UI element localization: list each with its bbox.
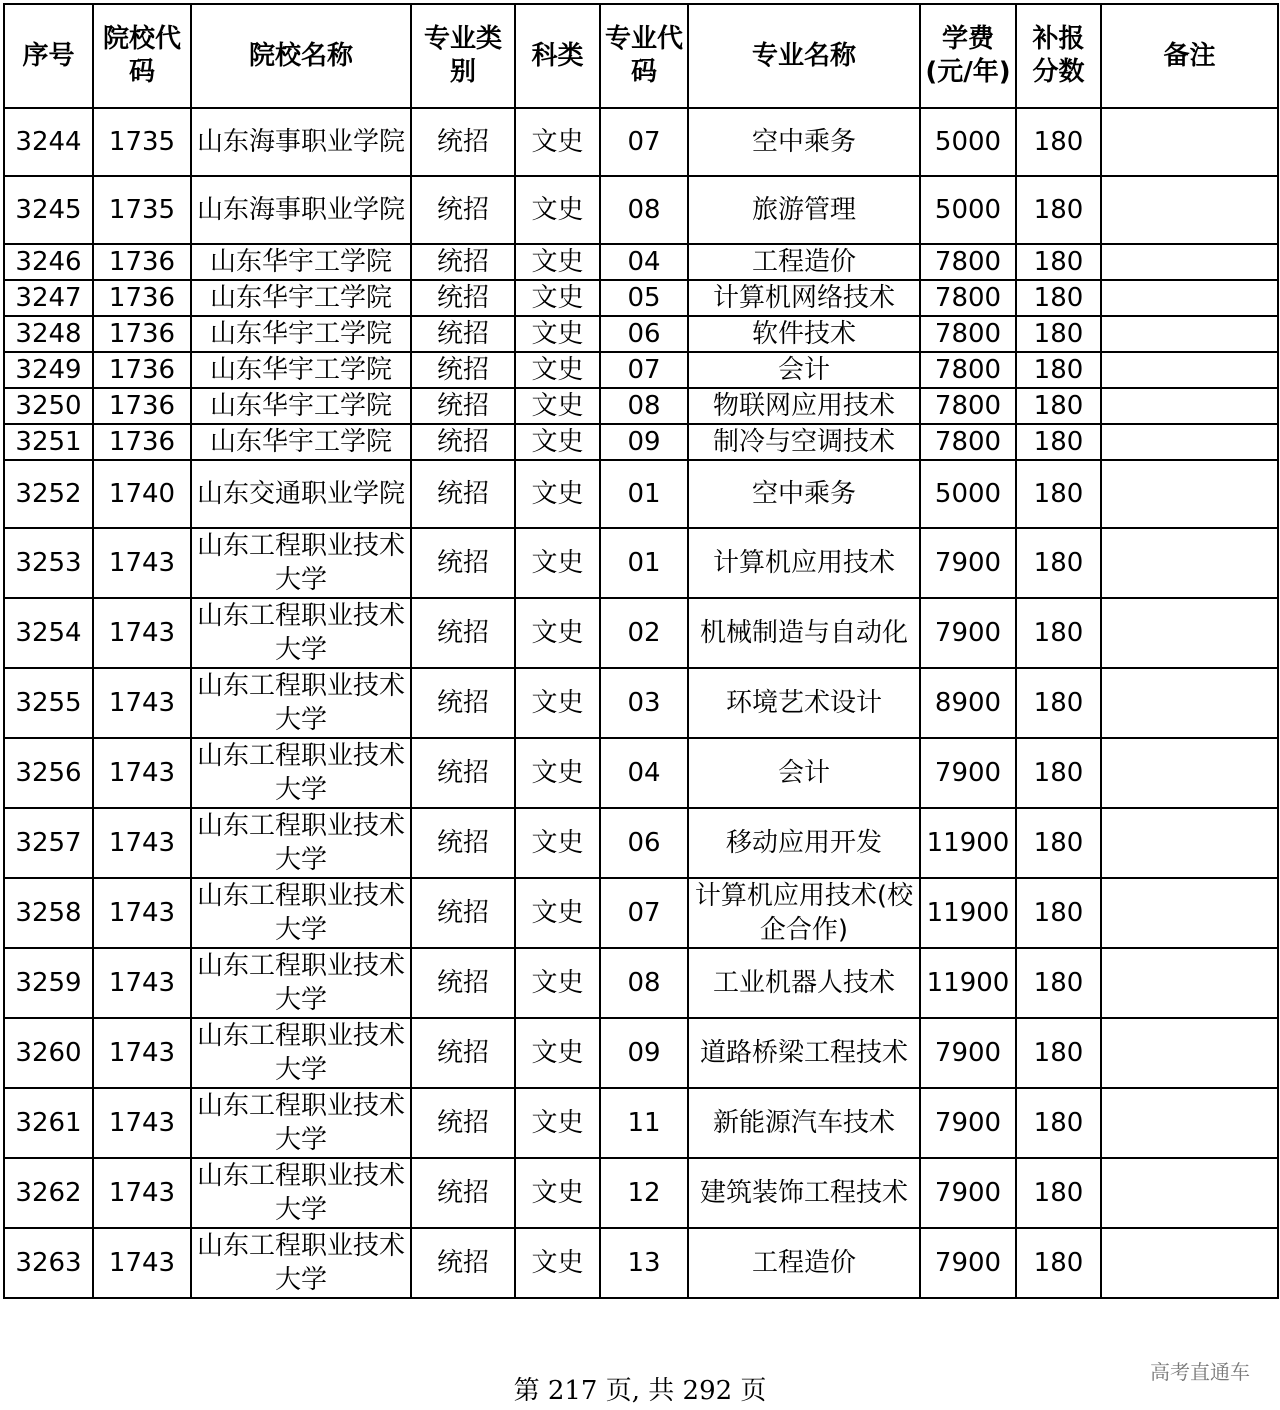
table-cell: 7800 — [920, 388, 1016, 424]
table-cell: 1736 — [93, 244, 191, 280]
table-cell: 1743 — [93, 528, 191, 598]
table-cell: 11 — [600, 1088, 688, 1158]
table-cell: 统招 — [411, 460, 515, 528]
table-cell: 180 — [1016, 176, 1101, 244]
table-cell: 180 — [1016, 738, 1101, 808]
header-cell: 院校名称 — [191, 4, 411, 108]
table-cell: 11900 — [920, 878, 1016, 948]
table-cell: 08 — [600, 176, 688, 244]
table-row — [4, 1158, 1278, 1228]
table-cell: 统招 — [411, 668, 515, 738]
table-cell: 文史 — [515, 528, 600, 598]
table-cell — [1101, 1228, 1278, 1298]
table-cell: 02 — [600, 598, 688, 668]
table-cell: 山东工程职业技术大学 — [191, 738, 411, 808]
table-cell: 3247 — [4, 280, 93, 316]
table-cell: 文史 — [515, 424, 600, 460]
table-cell: 7900 — [920, 1088, 1016, 1158]
table-cell — [1101, 388, 1278, 424]
table-cell: 3252 — [4, 460, 93, 528]
table-cell: 7800 — [920, 316, 1016, 352]
table-cell: 软件技术 — [688, 316, 920, 352]
table-cell: 空中乘务 — [688, 108, 920, 176]
table-cell: 180 — [1016, 352, 1101, 388]
table-cell: 7900 — [920, 1018, 1016, 1088]
table-cell: 180 — [1016, 1158, 1101, 1228]
header-cell: 补报分数 — [1016, 4, 1101, 108]
table-cell: 统招 — [411, 280, 515, 316]
table-cell: 3263 — [4, 1228, 93, 1298]
table-cell: 7900 — [920, 1158, 1016, 1228]
table-cell: 7800 — [920, 280, 1016, 316]
table-cell: 01 — [600, 528, 688, 598]
table-cell: 文史 — [515, 352, 600, 388]
table-cell: 山东工程职业技术大学 — [191, 1088, 411, 1158]
table-cell: 文史 — [515, 948, 600, 1018]
table-row — [4, 460, 1278, 528]
table-cell: 180 — [1016, 598, 1101, 668]
table-cell: 180 — [1016, 280, 1101, 316]
table-cell: 3246 — [4, 244, 93, 280]
table-cell: 道路桥梁工程技术 — [688, 1018, 920, 1088]
table-row — [4, 1228, 1278, 1298]
table-row — [4, 352, 1278, 388]
table-cell: 3259 — [4, 948, 93, 1018]
table-cell: 制冷与空调技术 — [688, 424, 920, 460]
table-cell: 山东华宇工学院 — [191, 244, 411, 280]
table-cell: 新能源汽车技术 — [688, 1088, 920, 1158]
table-cell: 计算机应用技术 — [688, 528, 920, 598]
table-cell: 统招 — [411, 316, 515, 352]
table-cell: 1735 — [93, 108, 191, 176]
table-cell — [1101, 1018, 1278, 1088]
table-cell: 移动应用开发 — [688, 808, 920, 878]
table-cell: 01 — [600, 460, 688, 528]
table-cell: 180 — [1016, 460, 1101, 528]
table-cell: 文史 — [515, 244, 600, 280]
table-cell: 3256 — [4, 738, 93, 808]
table-cell: 3248 — [4, 316, 93, 352]
table-row — [4, 1018, 1278, 1088]
table-cell: 1735 — [93, 176, 191, 244]
table-row — [4, 808, 1278, 878]
table-cell: 统招 — [411, 388, 515, 424]
header-row — [4, 4, 1278, 108]
table-cell: 7900 — [920, 598, 1016, 668]
table-row — [4, 280, 1278, 316]
table-cell — [1101, 280, 1278, 316]
table-cell: 统招 — [411, 352, 515, 388]
table-cell: 04 — [600, 244, 688, 280]
table-cell: 04 — [600, 738, 688, 808]
table-row — [4, 424, 1278, 460]
table-cell — [1101, 808, 1278, 878]
table-row — [4, 948, 1278, 1018]
table-cell: 文史 — [515, 460, 600, 528]
table-cell: 3249 — [4, 352, 93, 388]
table-cell: 7900 — [920, 738, 1016, 808]
table-cell: 环境艺术设计 — [688, 668, 920, 738]
table-cell: 山东工程职业技术大学 — [191, 948, 411, 1018]
table-cell: 山东华宇工学院 — [191, 316, 411, 352]
table-cell: 180 — [1016, 948, 1101, 1018]
table-cell: 文史 — [515, 108, 600, 176]
table-cell: 文史 — [515, 280, 600, 316]
table-cell: 7900 — [920, 528, 1016, 598]
table-cell — [1101, 316, 1278, 352]
table-cell: 计算机应用技术(校企合作) — [688, 878, 920, 948]
table-cell: 08 — [600, 388, 688, 424]
table-cell: 05 — [600, 280, 688, 316]
table-row — [4, 388, 1278, 424]
table-cell: 统招 — [411, 424, 515, 460]
table-cell: 山东工程职业技术大学 — [191, 668, 411, 738]
table-cell: 统招 — [411, 1158, 515, 1228]
table-cell: 统招 — [411, 1228, 515, 1298]
table-cell: 3244 — [4, 108, 93, 176]
table-cell: 统招 — [411, 176, 515, 244]
page-footer: 第 217 页, 共 292 页 — [513, 1376, 767, 1406]
table-cell — [1101, 1088, 1278, 1158]
table-cell: 7800 — [920, 352, 1016, 388]
table-cell: 山东海事职业学院 — [191, 176, 411, 244]
table-cell: 会计 — [688, 738, 920, 808]
table-cell: 工程造价 — [688, 1228, 920, 1298]
table-cell: 13 — [600, 1228, 688, 1298]
table-cell: 5000 — [920, 176, 1016, 244]
table-cell: 1743 — [93, 808, 191, 878]
table-cell: 5000 — [920, 460, 1016, 528]
table-cell: 5000 — [920, 108, 1016, 176]
table-cell: 文史 — [515, 808, 600, 878]
table-cell — [1101, 948, 1278, 1018]
table-cell: 180 — [1016, 668, 1101, 738]
table-cell: 7800 — [920, 424, 1016, 460]
table-cell: 工程造价 — [688, 244, 920, 280]
header-cell: 专业类别 — [411, 4, 515, 108]
table-cell — [1101, 424, 1278, 460]
table-cell — [1101, 244, 1278, 280]
table-cell: 统招 — [411, 244, 515, 280]
table-cell: 180 — [1016, 108, 1101, 176]
table-cell: 1736 — [93, 424, 191, 460]
table-cell: 09 — [600, 1018, 688, 1088]
table-cell: 3261 — [4, 1088, 93, 1158]
table-body — [4, 108, 1278, 1298]
table-cell — [1101, 352, 1278, 388]
table-cell: 180 — [1016, 808, 1101, 878]
table-cell: 统招 — [411, 598, 515, 668]
table-cell: 机械制造与自动化 — [688, 598, 920, 668]
table-cell: 1743 — [93, 1088, 191, 1158]
table-cell — [1101, 176, 1278, 244]
table-cell: 文史 — [515, 316, 600, 352]
table-cell: 文史 — [515, 598, 600, 668]
table-cell: 文史 — [515, 388, 600, 424]
table-cell: 1743 — [93, 948, 191, 1018]
table-cell: 山东工程职业技术大学 — [191, 598, 411, 668]
table-cell: 统招 — [411, 528, 515, 598]
table-cell: 180 — [1016, 316, 1101, 352]
table-cell: 3257 — [4, 808, 93, 878]
table-cell: 11900 — [920, 948, 1016, 1018]
table-cell: 1736 — [93, 316, 191, 352]
table-cell: 1743 — [93, 878, 191, 948]
table-cell: 山东工程职业技术大学 — [191, 1158, 411, 1228]
table-cell: 统招 — [411, 1088, 515, 1158]
header-cell: 院校代码 — [93, 4, 191, 108]
table-cell: 旅游管理 — [688, 176, 920, 244]
table-cell: 统招 — [411, 108, 515, 176]
table-cell — [1101, 460, 1278, 528]
table-cell: 180 — [1016, 878, 1101, 948]
table-cell: 1743 — [93, 738, 191, 808]
table-cell: 8900 — [920, 668, 1016, 738]
table-cell: 3258 — [4, 878, 93, 948]
table-cell: 180 — [1016, 528, 1101, 598]
admissions-table — [3, 3, 1279, 1299]
table-cell: 3255 — [4, 668, 93, 738]
table-cell: 180 — [1016, 244, 1101, 280]
watermark: 高考直通车 — [1150, 1360, 1250, 1384]
table-cell: 山东交通职业学院 — [191, 460, 411, 528]
table-cell: 7900 — [920, 1228, 1016, 1298]
table-cell: 文史 — [515, 1088, 600, 1158]
table-cell: 3260 — [4, 1018, 93, 1088]
table-cell: 1743 — [93, 1158, 191, 1228]
table-cell: 统招 — [411, 738, 515, 808]
table-cell: 建筑装饰工程技术 — [688, 1158, 920, 1228]
table-cell: 文史 — [515, 1158, 600, 1228]
table-cell: 1736 — [93, 352, 191, 388]
table-cell: 1743 — [93, 1018, 191, 1088]
table-cell: 3253 — [4, 528, 93, 598]
table-cell: 180 — [1016, 1228, 1101, 1298]
table-cell — [1101, 1158, 1278, 1228]
table-cell: 07 — [600, 108, 688, 176]
table-cell: 山东工程职业技术大学 — [191, 1228, 411, 1298]
table-cell: 09 — [600, 424, 688, 460]
table-cell: 统招 — [411, 878, 515, 948]
table-row — [4, 108, 1278, 176]
table-cell: 3250 — [4, 388, 93, 424]
table-cell: 山东海事职业学院 — [191, 108, 411, 176]
table-cell: 文史 — [515, 878, 600, 948]
table-cell: 山东华宇工学院 — [191, 352, 411, 388]
header-cell: 备注 — [1101, 4, 1278, 108]
table-cell — [1101, 108, 1278, 176]
table-cell: 180 — [1016, 1088, 1101, 1158]
table-cell: 山东工程职业技术大学 — [191, 878, 411, 948]
table-cell: 文史 — [515, 1018, 600, 1088]
table-cell — [1101, 738, 1278, 808]
table-cell: 山东工程职业技术大学 — [191, 528, 411, 598]
table-cell: 1743 — [93, 668, 191, 738]
header-cell: 科类 — [515, 4, 600, 108]
table-cell: 3262 — [4, 1158, 93, 1228]
table-cell: 会计 — [688, 352, 920, 388]
table-cell: 文史 — [515, 668, 600, 738]
table-cell: 1736 — [93, 388, 191, 424]
table-cell: 07 — [600, 878, 688, 948]
table-cell: 计算机网络技术 — [688, 280, 920, 316]
table-cell: 统招 — [411, 808, 515, 878]
table-cell: 180 — [1016, 388, 1101, 424]
table-cell: 08 — [600, 948, 688, 1018]
table-cell: 统招 — [411, 948, 515, 1018]
table-cell: 180 — [1016, 1018, 1101, 1088]
table-cell — [1101, 878, 1278, 948]
table-row — [4, 176, 1278, 244]
table-row — [4, 1088, 1278, 1158]
table-cell: 1743 — [93, 598, 191, 668]
table-cell: 7800 — [920, 244, 1016, 280]
table-row — [4, 598, 1278, 668]
table-cell: 07 — [600, 352, 688, 388]
table-cell: 1743 — [93, 1228, 191, 1298]
table-cell: 工业机器人技术 — [688, 948, 920, 1018]
table-cell: 3254 — [4, 598, 93, 668]
table-cell: 文史 — [515, 1228, 600, 1298]
table-cell: 文史 — [515, 738, 600, 808]
table-cell — [1101, 598, 1278, 668]
table-row — [4, 244, 1278, 280]
table-cell: 山东工程职业技术大学 — [191, 808, 411, 878]
table-cell: 山东华宇工学院 — [191, 280, 411, 316]
header-cell: 专业名称 — [688, 4, 920, 108]
table-cell: 物联网应用技术 — [688, 388, 920, 424]
header-cell: 学费(元/年) — [920, 4, 1016, 108]
header-cell: 专业代码 — [600, 4, 688, 108]
table-cell: 180 — [1016, 424, 1101, 460]
table-cell — [1101, 528, 1278, 598]
table-cell: 3245 — [4, 176, 93, 244]
table-cell: 1740 — [93, 460, 191, 528]
table-cell: 12 — [600, 1158, 688, 1228]
table-row — [4, 738, 1278, 808]
table-cell: 空中乘务 — [688, 460, 920, 528]
table-cell: 文史 — [515, 176, 600, 244]
table-cell: 1736 — [93, 280, 191, 316]
table-row — [4, 668, 1278, 738]
table-cell: 06 — [600, 316, 688, 352]
table-cell — [1101, 668, 1278, 738]
table-cell: 06 — [600, 808, 688, 878]
table-cell: 山东华宇工学院 — [191, 424, 411, 460]
table-row — [4, 878, 1278, 948]
table-cell: 03 — [600, 668, 688, 738]
table-row — [4, 316, 1278, 352]
table-cell: 11900 — [920, 808, 1016, 878]
table-cell: 统招 — [411, 1018, 515, 1088]
table-cell: 山东工程职业技术大学 — [191, 1018, 411, 1088]
table-cell: 山东华宇工学院 — [191, 388, 411, 424]
header-cell: 序号 — [4, 4, 93, 108]
table-cell: 3251 — [4, 424, 93, 460]
table-row — [4, 528, 1278, 598]
